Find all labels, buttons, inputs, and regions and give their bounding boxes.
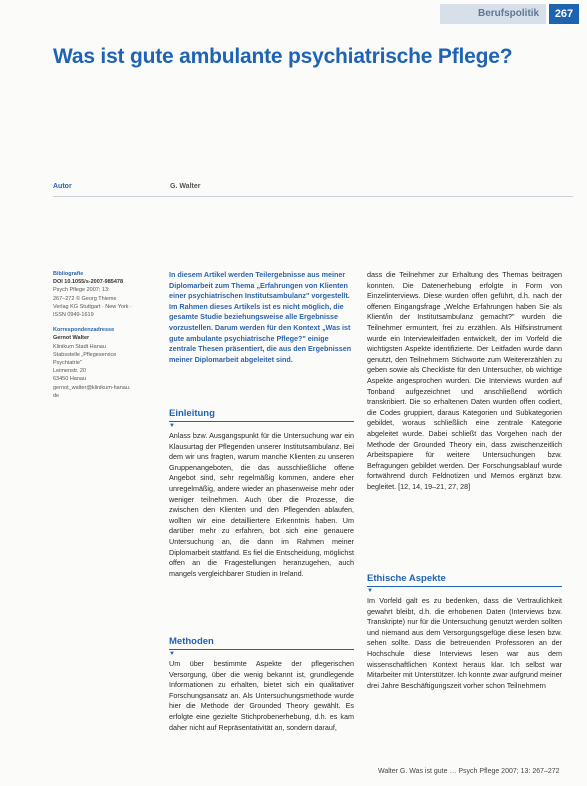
methoden-continuation: dass die Teilnehmer zur Erhaltung des Themas beitragen konnten. Die Datenerhebung erfolgte in Form von Einzelinterviews. Diese wurden offen geführt, d.h. nach der offenen Eingangsfrage „Welche Erfahrungen haben Sie als Klient/in der Institutsambulanz gemacht?" wurden die Teilnehmer ermuntert, frei zu erzählen. Als Hilfsinstrument wurde ein Interviewleitfaden entwickelt, der im Vorfeld die wichtigsten Aspekte identifizierte. Der Leitfaden wurde dann genutzt, den Teilnehmern Stichworte zum Weitererzählen zu geben sowie als Checkliste für den Untersucher, ob wichtige Aspekte angesprochen wurden. Die Interviews wurden auf Tonband aufgezeichnet und anschließend wörtlich transkribiert. Die so erhaltenen Daten wurden offen codiert, die Codes gruppiert, daraus Kategorien und Subkategorien gebildet, woraus schließlich eine zentrale Kategorie abgeleitet wurde. Dabei schließt das Vorgehen nach der Methode der Grounded Theory ein, dass zwischenzeitlich Arbeitspapiere für weitere Untersuchungen bzw. Befragungen gebildet werden. Der Forschungsablauf wurde fortwährend durch Feldnotizen und Memos ergänzt bzw. begleitet. [12, 14, 19–21, 27, 28] bbox=[367, 270, 562, 491]
abstract-text: In diesem Artikel werden Teilergebnisse aus meiner Diplomarbeit zum Thema „Erfahrungen von Klienten einer psychiatrischen Institutsambulanz" vorgestellt. Im Rahmen dieses Artikels ist es nicht möglich, die gesamte Studie beziehungsweise alle Ergebnisse vorzustellen. Darum werden für den Kontext „Was ist gute ambulante psychiatrische Pflege?" einige zentrale Thesen präsentiert, die aus den Ergebnissen meiner Diplomarbeit abgeleitet sind. bbox=[169, 270, 352, 364]
section-label: Berufspolitik bbox=[478, 8, 540, 19]
corr-line: Psychiatrie" bbox=[53, 360, 82, 367]
heading-rule bbox=[169, 649, 354, 650]
biblio-line: DOI 10.1055/s-2007-985478 bbox=[53, 279, 124, 286]
correspondence-block bbox=[53, 326, 153, 400]
author-label: Autor bbox=[53, 183, 72, 190]
biblio-line: Psych Pflege 2007; 13: bbox=[53, 287, 110, 294]
corr-line: de bbox=[53, 392, 60, 399]
triangle-down-icon: ▼ bbox=[169, 651, 175, 657]
einleitung-body: Anlass bzw. Ausgangspunkt für die Untersuchung war ein Klausurtag der Pflegenden unserer Institutsambulanz. Bei dem wir uns fragten, warum manche Klienten zu unseren Gruppenangeboten, die das ausschließliche offene Angebot sind, sehr regelmäßig kommen, andere eher unregelmäßig, andere wieder an phasenweise mehr oder weniger teilnehmen. Auch über die Prozesse, die zwischen den Klienten und den Pflegenden ablaufen, wollten wir eine detailliertere Erkenntnis haben. Um darüber mehr zu erfahren, bot sich eine genauere Untersuchung an, die dann im Rahmen meiner Diplomarbeit stattfand. Es fiel die Entscheidung, möglichst offen an die Fragestellungen heranzugehen, auch mangels vergleichbarer Studien in Ireland. bbox=[169, 431, 354, 578]
corr-line: gernot_walter@klinikum-hanau. bbox=[53, 384, 131, 391]
bibliography-block bbox=[53, 270, 153, 319]
heading-methoden: Methoden bbox=[169, 636, 214, 647]
correspondence-name: Gernot Walter bbox=[53, 335, 90, 342]
correspondence-heading: Korrespondenzadresse bbox=[53, 327, 115, 334]
corr-line: Klinikum Stadt Hanau bbox=[53, 343, 106, 350]
page-number: 267 bbox=[549, 4, 579, 24]
biblio-line: ISSN 0949-1619 bbox=[53, 312, 94, 319]
corr-line: Leimenstr. 20 bbox=[53, 368, 87, 375]
heading-ethische-aspekte: Ethische Aspekte bbox=[367, 573, 446, 584]
heading-rule bbox=[169, 421, 354, 422]
corr-line: 63450 Hanau bbox=[53, 376, 87, 383]
article-title: Was ist gute ambulante psychiatrische Pflege? bbox=[53, 45, 513, 68]
bibliography-heading: Bibliografie bbox=[53, 271, 84, 277]
byline-divider bbox=[53, 196, 573, 197]
article-sidebar bbox=[53, 270, 153, 407]
biblio-line: 267–272 © Georg Thieme bbox=[53, 295, 117, 302]
ethik-body: Im Vorfeld galt es zu bedenken, dass die Vertraulichkeit gewahrt bleibt, d.h. die erhobenen Daten (Interviews bzw. Transkripte) nur für die Untersuchung genutzt werden sollten und niemand aus dem Versorgungsgefüge diese lesen bzw. sehen sollte. Dass die betreuenden Professoren an der Hochschule diese Interviews lesen war aus dem wissenschaftlichen Kontext heraus klar. Ich selbst war Mitarbeiter mit Unterstützer. Ich konnte zwar aufgrund meiner drei Jahre Beschäftigungszeit vorher schon Teilnehmern bbox=[367, 596, 562, 690]
heading-einleitung: Einleitung bbox=[169, 408, 215, 419]
author-name: G. Walter bbox=[170, 183, 201, 190]
page-footer: Walter G. Was ist gute … Psych Pflege 2007; 13: 267–272 bbox=[378, 768, 560, 775]
biblio-line: Verlag KG Stuttgart · New York · bbox=[53, 303, 132, 310]
triangle-down-icon: ▼ bbox=[367, 588, 373, 594]
triangle-down-icon: ▼ bbox=[169, 423, 175, 429]
heading-rule bbox=[367, 586, 562, 587]
methoden-body: Um über bestimmte Aspekte der pflegerischen Versorgung, über die wenig bekannt ist, grundlegende Informationen zu erhalten, bietet sich ein qualitativer Forschungsansatz an. Als Untersuchungsmethode wurde hier die Methode der Grounded Theory gewählt. Es erfolgte eine gezielte Stichprobenerhebung, d.h. es kam daher nicht auf Repräsentativität an, sondern darauf, bbox=[169, 659, 354, 732]
corr-line: Stabsstelle „Pflegeservice bbox=[53, 351, 117, 358]
